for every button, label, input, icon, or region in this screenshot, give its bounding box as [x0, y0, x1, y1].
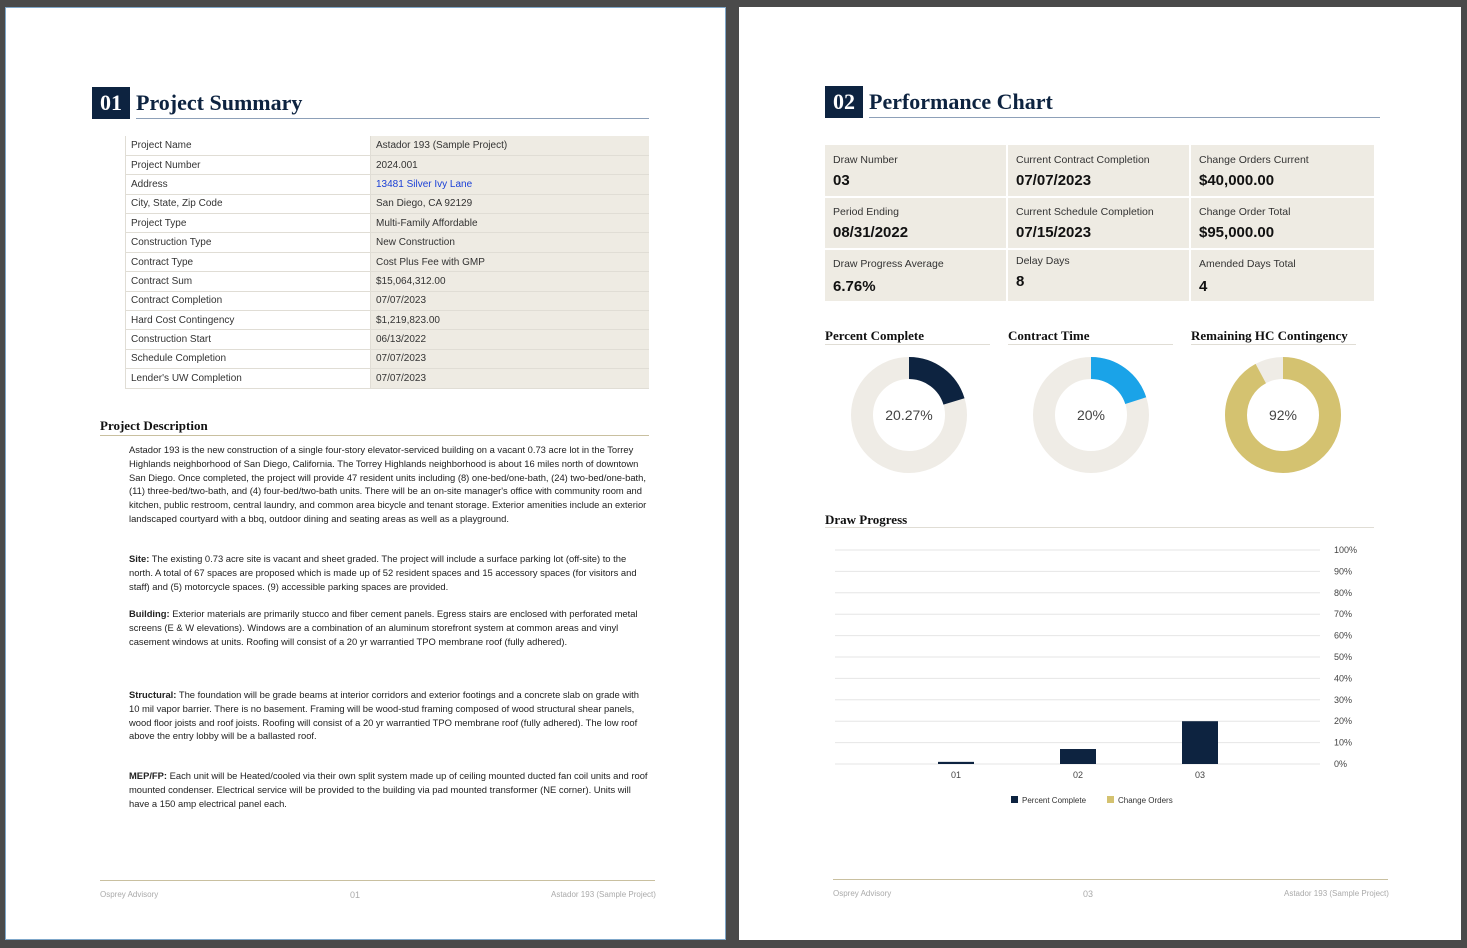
- summary-value: 07/07/2023: [371, 291, 650, 310]
- summary-row: [126, 291, 650, 310]
- summary-row: [126, 136, 650, 155]
- metric-value: 4: [1199, 278, 1208, 295]
- summary-row: [126, 311, 650, 330]
- summary-label: Project Number: [126, 155, 371, 174]
- footer-rule: [833, 879, 1388, 880]
- summary-value: $1,219,823.00: [371, 311, 650, 330]
- donut-title: Percent Complete: [825, 328, 925, 343]
- y-tick-label: 100%: [1334, 545, 1358, 555]
- structural-label: Structural:: [129, 689, 177, 700]
- metric-cell: [825, 249, 1007, 301]
- summary-label: Contract Sum: [126, 272, 371, 291]
- summary-row: [126, 194, 650, 213]
- summary-row: [126, 369, 650, 388]
- x-tick-label: 01: [950, 770, 962, 780]
- donut-chart: [849, 355, 969, 475]
- section-number: 01: [92, 87, 130, 119]
- metric-cell: [825, 197, 1007, 249]
- y-tick-label: 0%: [1334, 759, 1348, 769]
- page-project-summary: [5, 7, 726, 940]
- bar-percent-complete: [1060, 749, 1096, 764]
- metric-value: 6.76%: [833, 278, 876, 295]
- summary-value: New Construction: [371, 233, 650, 252]
- legend-swatch: [1107, 796, 1114, 803]
- metric-cell: [1008, 145, 1190, 197]
- donut-label: 92%: [1268, 407, 1298, 423]
- description-intro: Astador 193 is the new construction of a single four-story elevator-serviced building on a vacant 0.73 acre lot in the Torrey Highlands neighborhood of San Diego, California. The Torrey Highlands neighborhood is about 16 miles north of downtown San Diego. Once completed, the project will provide 47 resident units including (8) one-bed/one-bath, (24) two-bed/one-bath, (11) three-bed/two-bath, and (4) four-bed/two-bath units. There will be an on-site manager's office with community room and kitchen, public restroom, central laundry, and common area bicycle and tenant storage. Exterior amenities include an exterior landscaped courtyard with a bbq, outdoor dining and seating areas as well as a playground.: [129, 444, 647, 524]
- summary-label: City, State, Zip Code: [126, 194, 371, 213]
- legend-swatch: [1011, 796, 1018, 803]
- donut-chart: [1223, 355, 1343, 475]
- description-rule: [100, 435, 649, 436]
- donut-rule: [1008, 344, 1173, 345]
- address-link[interactable]: 13481 Silver Ivy Lane: [371, 175, 650, 194]
- description-site: [129, 552, 651, 593]
- summary-label: Contract Type: [126, 252, 371, 271]
- y-tick-label: 20%: [1334, 716, 1353, 727]
- summary-label: Schedule Completion: [126, 349, 371, 368]
- y-tick-label: 70%: [1334, 609, 1353, 620]
- summary-row: [126, 155, 650, 174]
- summary-value: 2024.001: [371, 155, 650, 174]
- section-number: 02: [825, 86, 863, 118]
- footer-left: Osprey Advisory: [100, 890, 159, 899]
- metric-cell: [1191, 145, 1373, 197]
- page-performance-chart: [739, 7, 1461, 940]
- site-label: Site:: [129, 553, 150, 564]
- summary-label: Construction Type: [126, 233, 371, 252]
- description-structural: [129, 688, 651, 743]
- donut-chart: [1031, 355, 1151, 475]
- metric-label: Amended Days Total: [1199, 258, 1296, 270]
- metric-label: Current Schedule Completion: [1016, 206, 1154, 218]
- y-tick-label: 40%: [1334, 673, 1353, 684]
- draw-progress-rule: [825, 527, 1374, 528]
- draw-progress-title: Draw Progress: [825, 512, 908, 527]
- summary-value: 07/07/2023: [371, 369, 650, 388]
- description-building: [129, 607, 651, 648]
- summary-row: [126, 233, 650, 252]
- donut-title: Contract Time: [1008, 328, 1090, 343]
- mep-label: MEP/FP:: [129, 770, 168, 781]
- metric-cell: [1008, 249, 1190, 301]
- structural-text: The foundation will be grade beams at interior corridors and exterior footings and a concrete slab on grade with 10 mil vapor barrier. There is no basement. Framing will be wood-stud framing composed of wood structural shear panels, wood floor joists and roof joists. Roofing will consist of a 20 yr warrantied TPO membrane roof (fully adhered). The low roof above the entry lobby will be a ballasted roof.: [129, 689, 639, 742]
- section-title: Project Summary: [136, 90, 303, 115]
- summary-value: San Diego, CA 92129: [371, 194, 650, 213]
- y-tick-label: 30%: [1334, 694, 1353, 705]
- summary-value: Multi-Family Affordable: [371, 214, 650, 233]
- building-label: Building:: [129, 608, 170, 619]
- section-header: [92, 87, 302, 119]
- metric-cell: [1008, 197, 1190, 249]
- summary-row: [126, 330, 650, 349]
- summary-label: Hard Cost Contingency: [126, 311, 371, 330]
- section-rule: [869, 117, 1380, 118]
- footer-page-number: 03: [1083, 889, 1094, 899]
- description-title: Project Description: [100, 418, 208, 433]
- metric-label: Change Orders Current: [1199, 154, 1309, 166]
- y-tick-label: 60%: [1334, 630, 1353, 641]
- metric-value: 07/15/2023: [1016, 224, 1092, 241]
- mep-text: Each unit will be Heated/cooled via their own split system made up of ceiling mounted ducted fan coil units and roof mounted condenser. Electrical service will be provided to the building via pad mounted transformer (NE corner). Units will have a 150 amp electrical panel each.: [129, 770, 648, 809]
- summary-row: [126, 214, 650, 233]
- footer-right: Astador 193 (Sample Project): [1284, 889, 1389, 898]
- metrics-grid: [825, 145, 1374, 301]
- footer-rule: [100, 880, 655, 881]
- metric-label: Current Contract Completion: [1016, 154, 1150, 166]
- summary-value: Astador 193 (Sample Project): [371, 136, 650, 155]
- donut-rule: [825, 344, 990, 345]
- section-title: Performance Chart: [869, 89, 1053, 114]
- summary-label: Project Name: [126, 136, 371, 155]
- metric-label: Draw Progress Average: [833, 258, 944, 270]
- metric-value: 07/07/2023: [1016, 172, 1092, 189]
- summary-value: 07/07/2023: [371, 349, 650, 368]
- summary-row: [126, 272, 650, 291]
- summary-label: Address: [126, 175, 371, 194]
- x-tick-label: 02: [1072, 770, 1084, 780]
- y-tick-label: 80%: [1334, 587, 1353, 598]
- metric-label: Delay Days: [1016, 255, 1070, 267]
- metric-value: 8: [1016, 273, 1025, 290]
- description-mep: [129, 769, 651, 810]
- y-tick-label: 10%: [1334, 737, 1353, 748]
- section-rule: [136, 118, 649, 119]
- summary-label: Construction Start: [126, 330, 371, 349]
- summary-row: [126, 349, 650, 368]
- site-text: The existing 0.73 acre site is vacant and sheet graded. The project will include a surface parking lot (off-site) to the north. A total of 67 spaces are proposed which is made up of 52 resident spaces and 15 accessory spaces (for visitors and staff) and (5) motorcycle spaces. (9) accessible parking spaces are provided.: [129, 553, 637, 592]
- draw-progress-chart: [825, 532, 1415, 812]
- summary-value: $15,064,312.00: [371, 272, 650, 291]
- donut-label: 20%: [1076, 407, 1106, 423]
- y-tick-label: 50%: [1334, 652, 1353, 662]
- summary-label: Contract Completion: [126, 291, 371, 310]
- donut-label: 20.27%: [885, 407, 933, 423]
- summary-label: Project Type: [126, 214, 371, 233]
- summary-row: [126, 175, 650, 194]
- metric-value: 03: [833, 172, 850, 189]
- metric-label: Draw Number: [833, 154, 898, 166]
- metric-label: Change Order Total: [1199, 206, 1291, 218]
- y-tick-label: 90%: [1334, 566, 1353, 577]
- metric-value: $95,000.00: [1199, 224, 1275, 241]
- donut-rule: [1191, 344, 1356, 345]
- summary-label: Lender's UW Completion: [126, 369, 371, 388]
- donut-title: Remaining HC Contingency: [1191, 328, 1348, 343]
- metric-value: $40,000.00: [1199, 172, 1275, 189]
- summary-value: Cost Plus Fee with GMP: [371, 252, 650, 271]
- metric-cell: [1191, 197, 1373, 249]
- metric-cell: [825, 145, 1007, 197]
- bar-percent-complete: [938, 762, 974, 764]
- project-summary-table: [125, 136, 649, 389]
- x-tick-label: 03: [1194, 770, 1206, 780]
- building-text: Exterior materials are primarily stucco and fiber cement panels. Egress stairs are enclosed with perforated metal screens (E & W elevations). Windows are a combination of an aluminum storefront system at common areas and vinyl casement windows at units. Roofing will consist of a 20 yr warrantied TPO membrane roof (fully adhered).: [129, 608, 638, 647]
- metric-label: Period Ending: [833, 206, 899, 218]
- footer-page-number: 01: [350, 890, 361, 900]
- legend-label: Change Orders: [1118, 796, 1173, 805]
- footer-right: Astador 193 (Sample Project): [551, 890, 656, 899]
- bar-percent-complete: [1182, 721, 1218, 764]
- metric-cell: [1191, 249, 1373, 301]
- section-header: [825, 86, 1053, 118]
- metric-value: 08/31/2022: [833, 224, 909, 241]
- summary-value: 06/13/2022: [371, 330, 650, 349]
- footer-left: Osprey Advisory: [833, 889, 892, 898]
- legend-label: Percent Complete: [1022, 796, 1087, 805]
- summary-row: [126, 252, 650, 271]
